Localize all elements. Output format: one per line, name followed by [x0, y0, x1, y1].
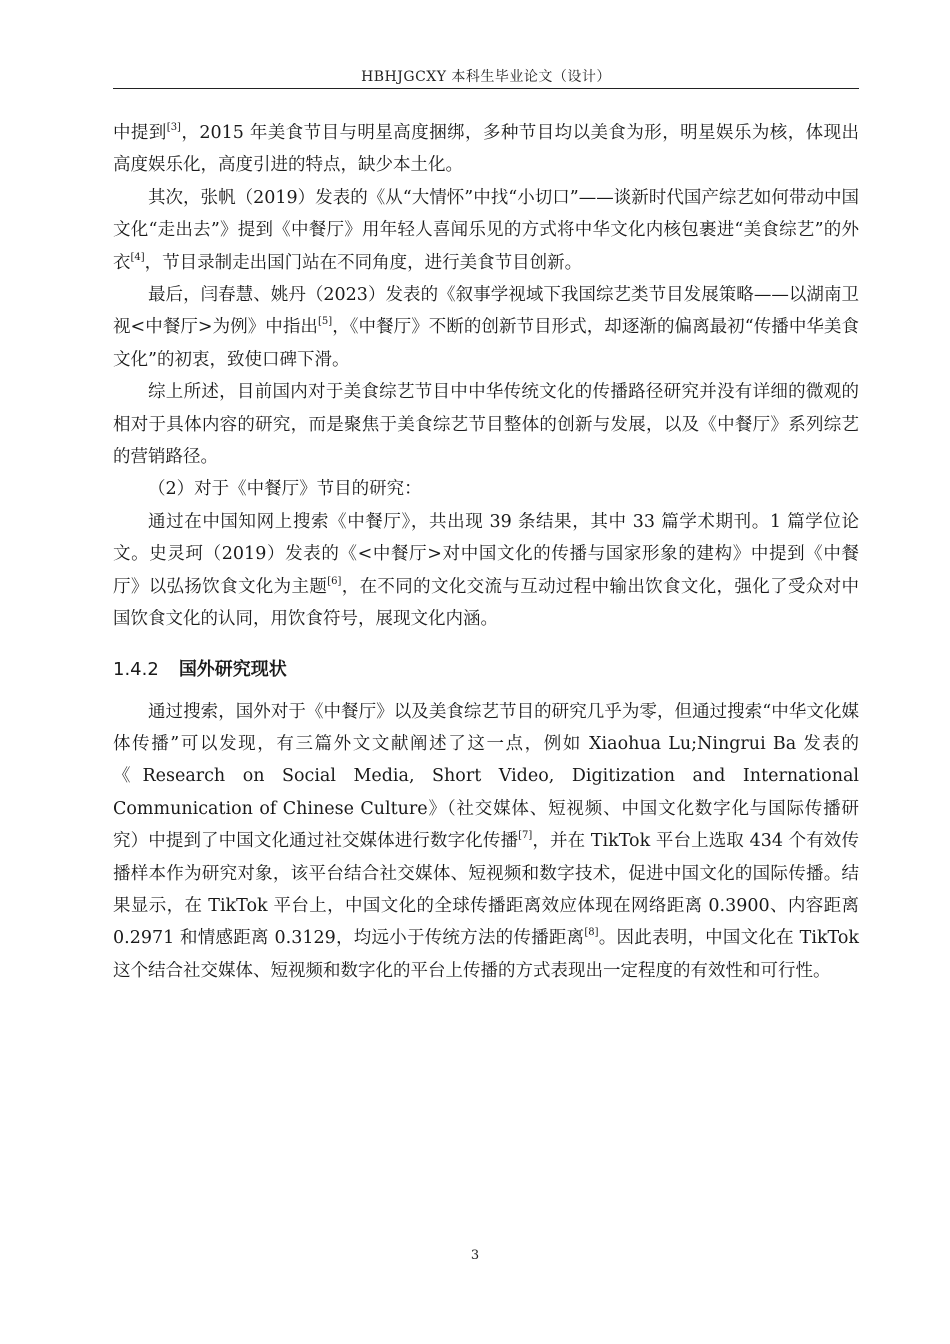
paragraph-7-text-a: 通过搜索，国外对于《中餐厅》以及美食综艺节目的研究几乎为零，但通过搜索“中华文化媒体传播”可以发现，有三篇外文文献阐述了这一点，例如 Xiaohua Lu;Ningrui Ba 发表的《Research on Social Media, Short Video, Digitization and International Communication of Chinese Culture》（社交媒体、短视频、中国文化数字化与国际传播研究）中提到了中国文化通过社交媒体进行数字化传播 [113, 701, 859, 852]
paragraph-2 [113, 182, 859, 279]
body-text [113, 117, 859, 987]
paragraph-7-text-b: ，并在 TikTok 平台上选取 434 个有效传播样本作为研究对象，该平台结合社交媒体、短视频和数字技术，促进中国文化的国际传播。结果显示，在 TikTok 平台上，中国文化的全球传播距离效应体现在网络距离 0.3900、内容距离 0.2971 和情感距离 0.3129，均远小于传统方法的传播距离 [113, 831, 859, 949]
paragraph-3-text-b: ，《中餐厅》不断的创新节目形式，却逐渐的偏离最初“传播中华美食文化”的初衷，致使口碑下滑。 [113, 317, 859, 370]
paragraph-1-text-a: 中提到 [113, 123, 167, 143]
paragraph-4: 综上所述，目前国内对于美食综艺节目中中华传统文化的传播路径研究并没有详细的微观的相对于具体内容的研究，而是聚焦于美食综艺节目整体的创新与发展，以及《中餐厅》系列综艺的营销路径。 [113, 382, 859, 468]
citation-3: [3] [166, 122, 181, 133]
paragraph-2-text-a: 其次，张帆（2019）发表的《从“大情怀”中找“小切口”——谈新时代国产综艺如何带动中国文化“走出去”》提到《中餐厅》用年轻人喜闻乐见的方式将中华文化内核包裹进“美食综艺”的外衣 [113, 187, 859, 273]
paragraph-3 [113, 279, 859, 376]
paragraph-1-text-b: ，2015 年美食节目与明星高度捆绑，多种节目均以美食为形，明星娱乐为核，体现出高度娱乐化，高度引进的特点，缺少本土化。 [113, 123, 859, 176]
paragraph-5-subheading: （2）对于《中餐厅》节目的研究： [148, 479, 422, 500]
paragraph-7 [113, 696, 859, 988]
paragraph-7-text-c: 。因此表明，中国文化在 TikTok 这个结合社交媒体、短视频和数字化的平台上传播的方式表现出一定程度的有效性和可行性。 [113, 928, 860, 981]
section-heading [113, 654, 859, 686]
citation-7: [7] [518, 830, 533, 842]
paragraph-1 [113, 117, 859, 182]
section-number: 1.4.2 [113, 658, 159, 680]
header-rule [113, 88, 859, 89]
paragraph-6-text-a: 通过在中国知网上搜索《中餐厅》，共出现 39 条结果，其中 33 篇学术期刊。1 篇学位论文。史灵珂（2019）发表的《<中餐厅>对中国文化的传播与国家形象的建构》中提到《中餐厅》以弘扬饮食文化为主题 [113, 511, 859, 597]
page-header-title: HBHJGCXY 本科生毕业论文（设计） [361, 69, 611, 85]
paragraph-6 [113, 506, 859, 636]
paragraph-3-text-a: 最后，闫春慧、姚丹（2023）发表的《叙事学视域下我国综艺类节目发展策略——以湖南卫视<中餐厅>为例》中指出 [113, 285, 859, 338]
citation-8: [8] [584, 927, 599, 939]
paragraph-2-text-b: ，节目录制走出国门站在不同角度，进行美食节目创新。 [144, 252, 583, 273]
citation-5: [5] [317, 316, 333, 328]
section-title: 国外研究现状 [178, 658, 287, 680]
paragraph-6-text-b: ，在不同的文化交流与互动过程中输出饮食文化，强化了受众对中国饮食文化的认同，用饮食符号，展现文化内涵。 [113, 576, 860, 630]
citation-4: [4] [130, 251, 145, 263]
page-number: 3 [470, 1248, 480, 1263]
citation-6: [6] [327, 575, 342, 587]
